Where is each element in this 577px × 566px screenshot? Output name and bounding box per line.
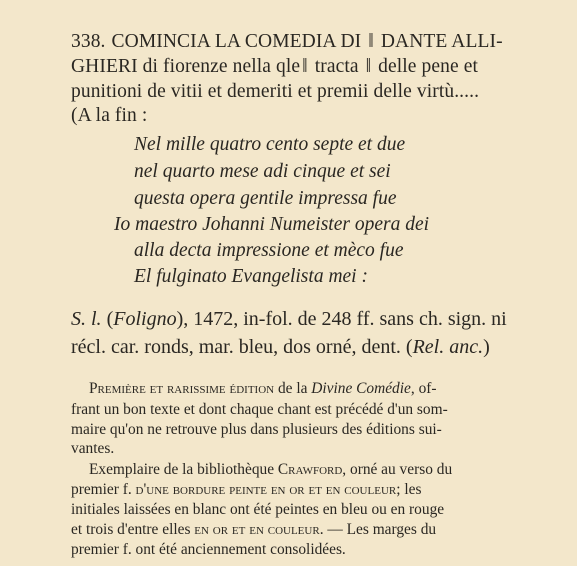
- separator-mark: ‖: [365, 56, 372, 77]
- bibliography-line-2: [71, 336, 490, 359]
- entry-heading-line-4: (A la fin :: [71, 105, 148, 126]
- heading-text: GHIERI di fiorenze nella qle: [71, 56, 301, 77]
- heading-text: DANTE ALLI-: [380, 31, 503, 52]
- entry-heading-line-3: punitioni de vitii et demeriti et premii delle virtù.....: [71, 81, 480, 102]
- heading-text: delle pene et: [378, 56, 478, 77]
- note-smallcaps: d'une bordure peinte en or et en couleur: [135, 481, 397, 498]
- colophon-line: questa opera gentile impressa fue: [134, 188, 397, 209]
- note-1-line-4: vantes.: [71, 440, 115, 457]
- separator-mark: ‖: [368, 31, 374, 52]
- note-text: ; les: [396, 481, 422, 498]
- note-text: Exemplaire de la bibliothèque: [89, 461, 278, 478]
- library-name: Crawford: [277, 461, 343, 478]
- heading-text: tracta: [314, 56, 359, 77]
- note-text: , of-: [410, 380, 437, 397]
- note-2-line-2: [71, 481, 421, 499]
- note-text: de la: [274, 380, 312, 397]
- note-2-line-1: [89, 461, 452, 479]
- work-title: Divine Comédie: [311, 380, 411, 397]
- note-2-line-3: initiales laissées en blanc ont été peintes en bleu ou en rouge: [71, 501, 445, 518]
- note-1-line-2: frant un bon texte et dont chaque chant est précédé d'un som-: [71, 401, 448, 418]
- bibliography-text: ), 1472, in-fol. de 248 ff. sans ch. sign. ni: [176, 308, 507, 330]
- note-2-line-4: [71, 521, 436, 539]
- bibliography-line-1: [71, 308, 507, 331]
- place-abbrev: S. l.: [71, 308, 102, 330]
- entry-number: 338.: [71, 31, 106, 52]
- colophon-line: El fulginato Evangelista mei :: [134, 266, 368, 287]
- bibliography-text: récl. car. ronds, mar. bleu, dos orné, dent. (: [71, 336, 413, 358]
- note-text: premier f.: [71, 481, 136, 498]
- note-1-line-1: [89, 380, 437, 398]
- paren-open: (: [106, 308, 114, 330]
- note-smallcaps: en or et en couleur: [194, 521, 320, 538]
- note-2-line-5: premier f. ont été anciennement consolidées.: [71, 541, 346, 558]
- entry-heading-line-2: [71, 56, 478, 78]
- note-text: . — Les marges du: [319, 521, 437, 538]
- colophon-line: alla decta impressione et mèco fue: [134, 240, 404, 261]
- paren-close: ): [483, 336, 490, 358]
- note-text: , orné au verso du: [342, 461, 453, 478]
- note-smallcaps: Première et rarissime édition: [89, 380, 275, 397]
- note-1-line-3: maire qu'on ne retrouve plus dans plusieurs des éditions sui-: [71, 421, 442, 438]
- note-text: et trois d'entre elles: [71, 521, 195, 538]
- colophon-line: Nel mille quatro cento septe et due: [134, 134, 406, 155]
- colophon-line: nel quarto mese adi cinque et sei: [134, 161, 391, 182]
- separator-mark: ‖: [302, 56, 308, 77]
- heading-text: COMINCIA LA COMEDIA DI: [111, 31, 362, 52]
- binding-note: Rel. anc.: [412, 336, 484, 358]
- place-name: Foligno: [113, 308, 177, 330]
- colophon-line: Io maestro Johanni Numeister opera dei: [114, 214, 430, 235]
- entry-heading-line-1: [71, 31, 503, 53]
